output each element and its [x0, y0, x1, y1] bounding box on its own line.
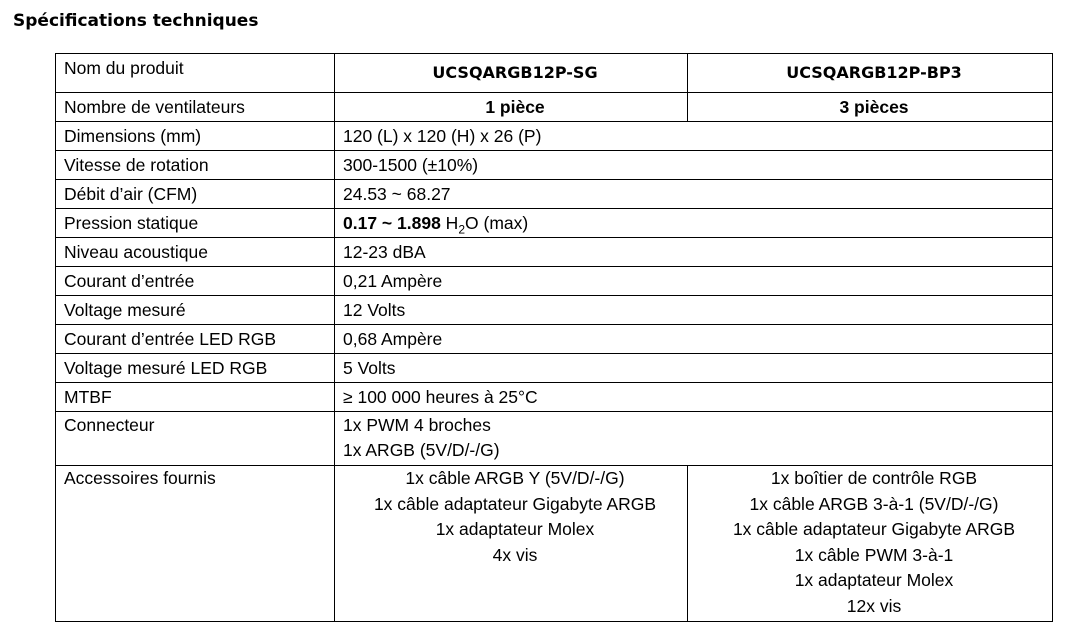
table-row — [56, 209, 1053, 238]
row-label: Débit d’air (CFM) — [56, 180, 335, 209]
table-row — [56, 354, 1053, 383]
accessory-item: 12x vis — [846, 595, 902, 616]
connector-label: Connecteur — [56, 412, 335, 466]
row-label: Courant d’entrée LED RGB — [56, 325, 335, 354]
accessories-label: Accessoires fournis — [56, 466, 335, 622]
accessories-model-a — [335, 466, 688, 622]
static-pressure-value — [335, 209, 1053, 238]
accessory-item: 1x adaptateur Molex — [794, 570, 954, 590]
row-value: 120 (L) x 120 (H) x 26 (P) — [335, 122, 1053, 151]
table-row — [56, 267, 1053, 296]
row-label: Niveau acoustique — [56, 238, 335, 267]
row-value: 12 Volts — [335, 296, 1053, 325]
table-row — [56, 93, 1053, 122]
unit-h: H — [445, 213, 459, 233]
table-row — [56, 466, 1053, 622]
unit-sub: 2 — [458, 222, 465, 237]
row-value: 24.53 ~ 68.27 — [335, 180, 1053, 209]
table-row — [56, 180, 1053, 209]
unit-o: O — [465, 213, 479, 233]
accessory-item: 4x vis — [492, 544, 538, 565]
model-a-name: UCSQARGB12P-SG — [432, 63, 598, 82]
static-pressure-suffix: (max) — [483, 213, 529, 233]
accessory-item: 1x câble ARGB 3-à-1 (5V/D/-/G) — [749, 493, 999, 514]
row-value: 5 Volts — [335, 354, 1053, 383]
spec-table — [55, 53, 1053, 622]
table-row — [56, 238, 1053, 267]
accessory-item: 1x câble adaptateur Gigabyte ARGB — [732, 519, 1016, 539]
fan-count-a: 1 pièce — [335, 93, 688, 122]
row-label: Courant d’entrée — [56, 267, 335, 296]
row-value: 12-23 dBA — [335, 238, 1053, 267]
connector-line: 1x PWM 4 broches — [343, 415, 491, 435]
static-pressure-label: Pression statique — [56, 209, 335, 238]
table-row — [56, 151, 1053, 180]
table-row — [56, 325, 1053, 354]
connector-line: 1x ARGB (5V/D/-/G) — [343, 440, 500, 460]
connector-value — [335, 412, 1053, 466]
model-b-name: UCSQARGB12P-BP3 — [786, 63, 962, 82]
table-header-row — [56, 54, 1053, 93]
row-value: 0,21 Ampère — [335, 267, 1053, 296]
row-label: Vitesse de rotation — [56, 151, 335, 180]
static-pressure-range: 0.17 ~ 1.898 — [343, 213, 441, 233]
accessory-item: 1x câble PWM 3-à-1 — [794, 544, 954, 565]
row-value: 0,68 Ampère — [335, 325, 1053, 354]
accessory-item: 1x boîtier de contrôle RGB — [770, 468, 978, 488]
table-row — [56, 122, 1053, 151]
row-value: ≥ 100 000 heures à 25°C — [335, 383, 1053, 412]
accessory-item: 1x adaptateur Molex — [435, 519, 595, 539]
row-label: MTBF — [56, 383, 335, 412]
fan-count-b: 3 pièces — [688, 93, 1053, 122]
product-name-label: Nom du produit — [56, 54, 335, 93]
accessory-item: 1x câble adaptateur Gigabyte ARGB — [373, 493, 657, 514]
row-label: Voltage mesuré — [56, 296, 335, 325]
accessory-item: 1x câble ARGB Y (5V/D/-/G) — [405, 468, 625, 488]
table-row — [56, 383, 1053, 412]
table-row — [56, 412, 1053, 466]
accessories-model-b — [688, 466, 1053, 622]
row-value: 300-1500 (±10%) — [335, 151, 1053, 180]
row-label: Voltage mesuré LED RGB — [56, 354, 335, 383]
table-row — [56, 296, 1053, 325]
page-title: Spécifications techniques — [13, 11, 259, 31]
fan-count-label: Nombre de ventilateurs — [56, 93, 335, 122]
row-label: Dimensions (mm) — [56, 122, 335, 151]
